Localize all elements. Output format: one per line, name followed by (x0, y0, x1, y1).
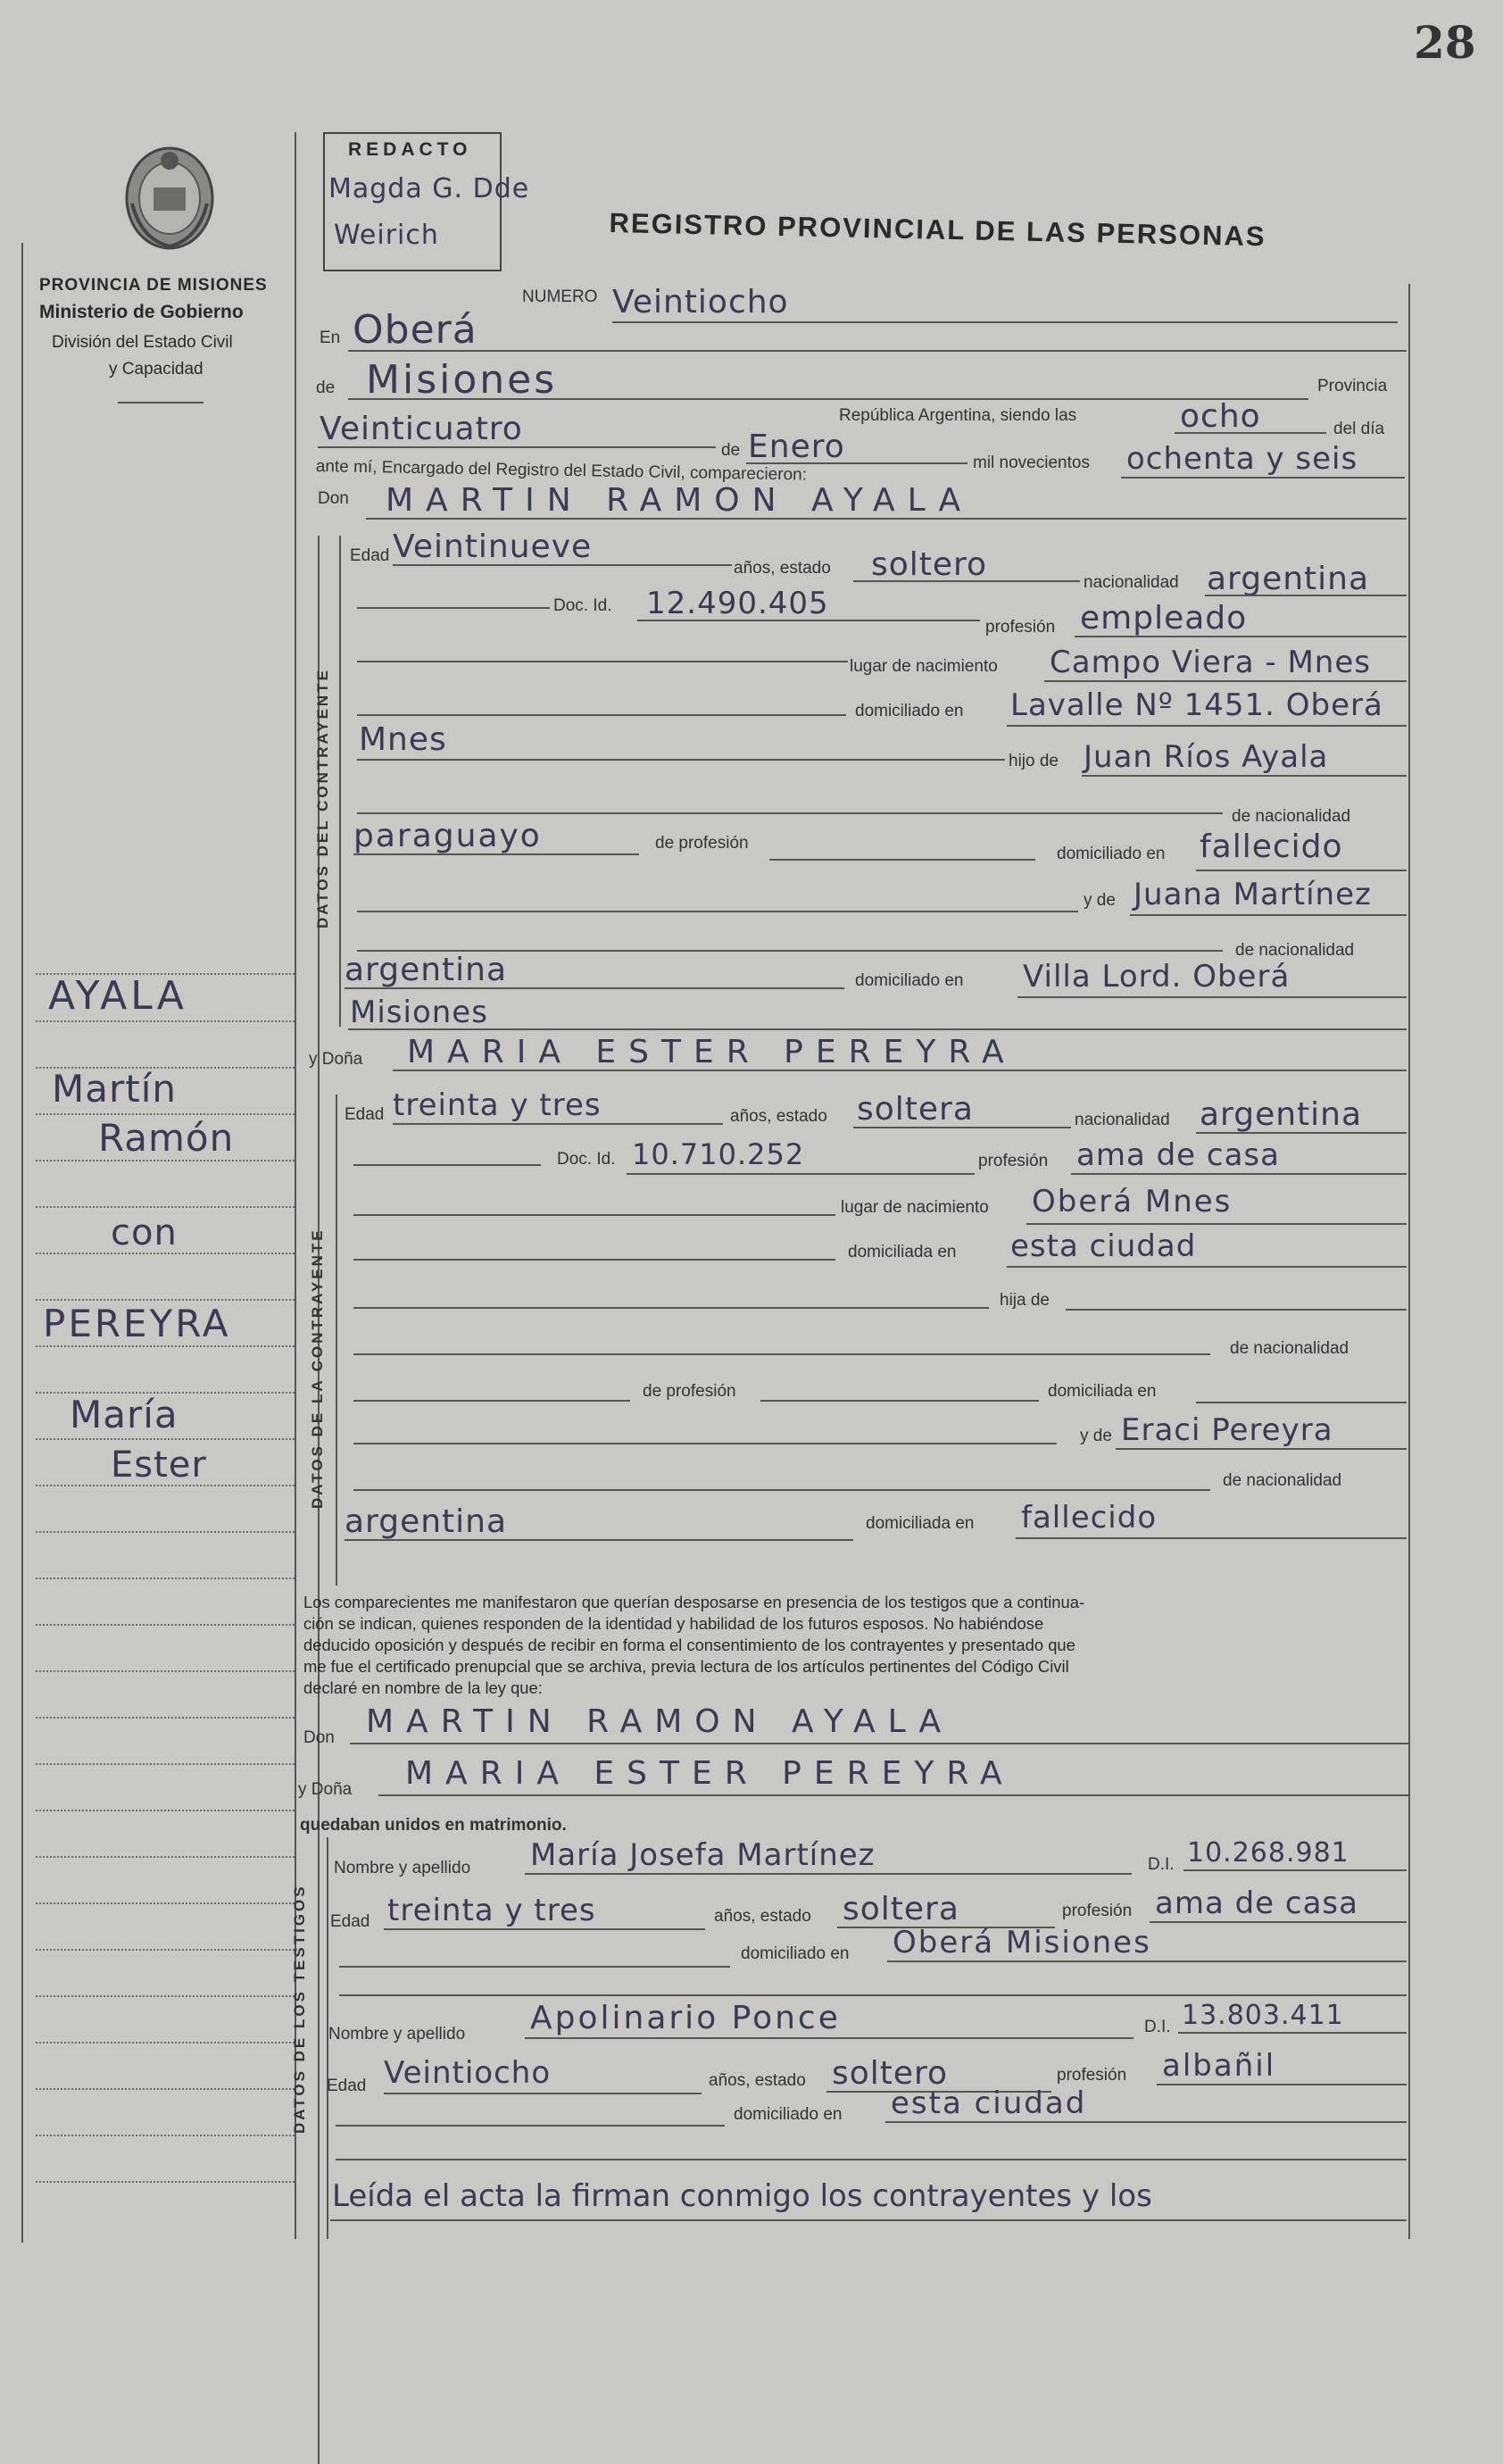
w1-profession-line (1150, 1921, 1407, 1923)
provincia-label: Provincia (1317, 377, 1388, 395)
margin-dotted-line (36, 2181, 295, 2183)
day: Veinticuatro (320, 411, 523, 447)
bride-mother-nat-line (345, 1539, 853, 1541)
bride-doc-pre-line (353, 1164, 541, 1166)
margin-dotted-line (36, 2042, 295, 2044)
groom-mother-pre-line (357, 911, 1078, 912)
groom-y-de-label: y de (1084, 891, 1116, 910)
act-number: Veintiocho (612, 284, 789, 320)
groom-father-line (1082, 775, 1407, 777)
closing-line: Leída el acta la firman conmigo los contrayentes y los (332, 2178, 1152, 2214)
declaration-line-1: Los comparecientes me manifestaron que querían desposarse en presencia de los testigos que a continua- (303, 1593, 1085, 1611)
groom-doc-pre-line (357, 607, 550, 609)
groom-address-2: Mnes (359, 721, 447, 758)
declaration-bride-line (378, 1794, 1408, 1796)
groom-status-line (853, 580, 1080, 582)
bride-de-nac-label: de nacionalidad (1230, 1339, 1349, 1358)
bride-father-prof-line (760, 1400, 1039, 1402)
groom-mother-nat: argentina (345, 952, 508, 988)
declaration-groom-name: MARTIN RAMON AYALA (366, 1703, 954, 1740)
bride-father-line (1066, 1309, 1407, 1311)
margin-groom-first-2: Ramón (98, 1116, 235, 1160)
margin-dotted-line (36, 1531, 295, 1533)
w1-prof-label: profesión (1062, 1902, 1133, 1920)
bride-address: esta ciudad (1010, 1228, 1197, 1264)
bride-birthplace: Oberá Mnes (1032, 1184, 1233, 1220)
closing-underline (330, 2219, 1407, 2221)
bride-de-nac-label-2: de nacionalidad (1223, 1471, 1342, 1490)
groom-prof-label: profesión (985, 618, 1056, 637)
bride-anos-label: años, estado (730, 1107, 827, 1126)
w1-di-label: D.I. (1148, 1855, 1175, 1874)
bride-hija-pre-line (353, 1307, 989, 1309)
groom-father-nat: paraguayo (353, 818, 542, 854)
groom-dom-label: domiciliado en (855, 702, 964, 720)
groom-address-2-line (357, 759, 1005, 761)
w1-dom-pre-line (339, 1966, 730, 1968)
declaration-dona-label: y Doña (298, 1780, 353, 1799)
groom-anos-label: años, estado (734, 559, 831, 578)
left-margin-line (21, 243, 23, 2243)
bride-mother-line (1116, 1448, 1407, 1450)
declaration-line-2: ción se indican, quienes responden de la identidad y habilidad de los futuros esposos. No habiéndose (303, 1614, 1044, 1633)
groom-age: Veintinueve (393, 529, 593, 565)
header-rule (118, 402, 203, 404)
bride-mother: Eraci Pereyra (1121, 1412, 1333, 1448)
don-label: Don (318, 489, 349, 508)
margin-dotted-line (36, 1624, 295, 1626)
margin-dotted-line (36, 1160, 295, 1161)
w1-name-line (525, 1873, 1132, 1875)
city-line (348, 350, 1407, 352)
groom-dom-pre-line (357, 714, 846, 716)
bride-prof-label: profesión (978, 1152, 1049, 1170)
groom-mother-dom-label: domiciliado en (855, 971, 964, 990)
margin-dotted-line (36, 1299, 295, 1301)
numero-label: NUMERO (522, 287, 598, 306)
margin-dotted-line (36, 1206, 295, 1208)
bride-mother-dom: fallecido (1021, 1500, 1158, 1536)
margin-bride-first-1: María (70, 1393, 179, 1436)
witness-section-label: DATOS DE LOS TESTIGOS (291, 1884, 308, 2134)
bride-mother-nat-pre-line (353, 1489, 1210, 1491)
bride-mother-dom-label: domiciliada en (866, 1514, 975, 1533)
w2-address-line (885, 2121, 1407, 2123)
margin-dotted-line (36, 1438, 295, 1440)
groom-edad-label: Edad (350, 546, 390, 565)
declaration-line-4: me fue el certificado prenupcial que se archiva, previa lectura de los artículos pertinentes del Código Civil (303, 1657, 1069, 1676)
groom-mother-dom: Villa Lord. Oberá (1023, 959, 1291, 995)
w2-name-line (525, 2037, 1133, 2039)
city: Oberá (353, 307, 477, 353)
groom-lugar-label: lugar de nacimiento (850, 657, 998, 676)
groom-lugar-pre-line (357, 661, 848, 662)
bride-dom-label: domiciliada en (848, 1243, 957, 1261)
w2-profession: albañil (1162, 2048, 1276, 2084)
w1-dom-label: domiciliado en (741, 1944, 850, 1963)
bride-profession: ama de casa (1076, 1137, 1280, 1173)
w1-di-line (1183, 1869, 1407, 1871)
bride-doc-label: Doc. Id. (557, 1150, 616, 1169)
bride-mother-nat: argentina (345, 1503, 508, 1540)
bride-de-prof-label: de profesión (643, 1382, 736, 1401)
w2-prof-label: profesión (1057, 2066, 1127, 2085)
bride-doc-line (627, 1173, 975, 1175)
division-line-2: y Capacidad (109, 360, 203, 379)
w2-anos-label: años, estado (709, 2071, 806, 2090)
margin-dotted-line (36, 1113, 295, 1115)
groom-box-left (339, 536, 341, 1027)
bride-father-nat-line (353, 1400, 630, 1402)
margin-dotted-line (36, 1020, 295, 1022)
groom-hijo-label: hijo de (1009, 752, 1059, 770)
bride-address-line (1007, 1266, 1407, 1268)
groom-doc-label: Doc. Id. (553, 596, 612, 615)
declaration-line-3: deducido oposición y después de recibir en forma el consentimiento de los contrayentes y presentado que (303, 1636, 1075, 1654)
w2-name: Apolinario Ponce (530, 2000, 841, 2036)
w1-name-label: Nombre y apellido (334, 1859, 471, 1877)
groom-mother-dom-2-line (348, 1028, 1407, 1030)
groom-address: Lavalle Nº 1451. Oberá (1010, 687, 1383, 723)
declaration-groom-line (350, 1743, 1408, 1744)
bride-nationality: argentina (1200, 1096, 1363, 1133)
bride-section-label: DATOS DE LA CONTRAYENTE (309, 1228, 326, 1509)
w2-di: 13.803.411 (1182, 2000, 1344, 2031)
bride-father-dom-line (1196, 1402, 1407, 1403)
bride-name: MARIA ESTER PEREYRA (407, 1034, 1017, 1070)
groom-name: MARTIN RAMON AYALA (386, 482, 974, 519)
groom-de-nac-label: de nacionalidad (1232, 807, 1351, 826)
w1-address-line (887, 1960, 1407, 1962)
hour-line (1175, 432, 1326, 434)
bride-edad-label: Edad (345, 1105, 385, 1124)
groom-nac-label: nacionalidad (1084, 573, 1179, 592)
province-value: Misiones (366, 357, 558, 403)
groom-doc-line (637, 620, 980, 621)
bride-status-line (853, 1127, 1071, 1128)
groom-mother-nat-line (345, 987, 844, 989)
bride-lugar-pre-line (353, 1214, 835, 1216)
ministry-heading: Ministerio de Gobierno (39, 302, 244, 322)
declaration-line-5: declaré en nombre de la ley que: (303, 1678, 543, 1697)
groom-doc: 12.490.405 (646, 586, 829, 621)
hour: ocho (1180, 398, 1261, 435)
margin-dotted-line (36, 1763, 295, 1765)
day-line (318, 446, 716, 448)
w2-dom-label: domiciliado en (734, 2105, 843, 2124)
de-label: de (316, 379, 336, 397)
w2-age: Veintiocho (384, 2055, 552, 2091)
w2-dom-pre-line (336, 2125, 725, 2127)
bride-nationality-line (1196, 1132, 1407, 1134)
groom-father-prof-line (769, 859, 1035, 861)
bride-birthplace-line (1026, 1223, 1407, 1225)
bride-nac-label: nacionalidad (1075, 1111, 1170, 1129)
w1-di: 10.268.981 (1187, 1837, 1349, 1869)
groom-mother-dom-line (1017, 996, 1407, 998)
margin-dotted-line (36, 2088, 295, 2090)
ante-label: ante mí, Encargado del Registro del Estado Civil, comparecieron: (315, 457, 808, 485)
groom-de-nac-label-2: de nacionalidad (1235, 941, 1355, 960)
del-dia-label: del día (1333, 420, 1385, 438)
w1-age: treinta y tres (387, 1893, 596, 1928)
margin-dotted-line (36, 2135, 295, 2136)
bride-name-line (393, 1070, 1407, 1071)
year-line (1121, 477, 1405, 479)
w1-age-line (384, 1928, 705, 1930)
margin-dotted-line (36, 1995, 295, 1997)
w1-anos-label: años, estado (714, 1907, 811, 1926)
groom-father-nat-line (353, 853, 639, 855)
groom-father-dom-label: domiciliado en (1057, 845, 1166, 863)
province-line (348, 398, 1308, 400)
bride-mother-dom-line (1016, 1537, 1407, 1539)
groom-profession-line (1075, 636, 1407, 637)
groom-birthplace: Campo Viera - Mnes (1050, 645, 1371, 680)
bride-father-nat-pre-line (353, 1353, 1210, 1355)
margin-dotted-line (36, 1949, 295, 1951)
margin-bride-surname: PEREYRA (43, 1302, 231, 1345)
margin-groom-surname: AYALA (48, 973, 187, 1019)
w2-blank-line (336, 2159, 1407, 2160)
declaration-bride-name: MARIA ESTER PEREYRA (405, 1755, 1015, 1792)
stamp-label: REDACTO (348, 139, 472, 160)
margin-joiner: con (111, 1212, 178, 1253)
bride-hija-label: hija de (1000, 1291, 1050, 1310)
page-number: 28 (1414, 16, 1476, 69)
bride-lugar-label: lugar de nacimiento (841, 1198, 989, 1217)
groom-mother: Juana Martínez (1133, 877, 1372, 912)
margin-dotted-line (36, 1345, 295, 1347)
w2-edad-label: Edad (327, 2077, 367, 2095)
mil-label: mil novecientos (973, 454, 1090, 472)
w1-profession: ama de casa (1155, 1885, 1358, 1921)
page-title: REGISTRO PROVINCIAL DE LAS PERSONAS (609, 207, 1266, 253)
stamp-name-1: Magda G. Dde (328, 173, 530, 204)
division-line-1: División del Estado Civil (52, 333, 233, 352)
w2-di-line (1178, 2032, 1407, 2034)
declaration-don-label: Don (303, 1728, 335, 1747)
w2-address: esta ciudad (891, 2085, 1087, 2121)
groom-mother-line (1130, 914, 1407, 916)
groom-birthplace-line (1044, 680, 1407, 682)
groom-de-prof-label: de profesión (655, 834, 749, 853)
w1-edad-label: Edad (330, 1912, 370, 1931)
margin-dotted-line (36, 1670, 295, 1672)
w2-status: soltero (832, 2055, 949, 2092)
bride-profession-line (1071, 1173, 1407, 1175)
republica-label: República Argentina, siendo las (839, 406, 1077, 425)
bride-y-de-label: y de (1080, 1427, 1112, 1445)
w2-age-line (384, 2093, 702, 2094)
margin-dotted-line (36, 1856, 295, 1858)
groom-status: soltero (871, 546, 988, 583)
groom-age-line (393, 564, 732, 566)
year: ochenta y seis (1126, 441, 1358, 477)
margin-dotted-line (36, 1902, 295, 1904)
groom-father: Juan Ríos Ayala (1084, 739, 1329, 775)
w2-name-label: Nombre y apellido (328, 2025, 466, 2044)
w2-profession-line (1157, 2084, 1407, 2085)
bride-doc: 10.710.252 (632, 1137, 805, 1171)
de-label-2: de (721, 441, 741, 460)
bride-father-dom-label: domiciliada en (1048, 1382, 1157, 1401)
margin-dotted-line (36, 1810, 295, 1811)
groom-profession: empleado (1080, 600, 1248, 637)
groom-address-line (1007, 725, 1407, 727)
numero-line (612, 321, 1398, 323)
margin-bride-first-2: Ester (111, 1444, 207, 1486)
w1-address: Oberá Misiones (893, 1925, 1151, 1960)
stamp-name-2: Weirich (334, 220, 439, 251)
groom-father-dom: fallecido (1200, 828, 1343, 865)
groom-father-dom-line (1196, 870, 1407, 871)
main-frame-right (1408, 284, 1410, 2239)
month: Enero (748, 429, 845, 465)
w1-status: soltera (843, 1891, 959, 1927)
groom-father-nat-pre-line (357, 812, 1223, 814)
bride-age-line (393, 1123, 723, 1125)
bride-dom-pre-line (353, 1259, 835, 1261)
bride-age: treinta y tres (393, 1087, 602, 1123)
dona-label: y Doña (309, 1050, 363, 1069)
bride-status: soltera (857, 1091, 974, 1128)
groom-mother-dom-2: Misiones (350, 995, 488, 1030)
month-line (746, 462, 967, 464)
bride-mother-pre-line (353, 1443, 1057, 1444)
margin-dotted-line (36, 1577, 295, 1579)
w1-blank-line (339, 1994, 1407, 1996)
w1-name: María Josefa Martínez (530, 1837, 876, 1873)
margin-groom-first-1: Martín (52, 1067, 177, 1111)
groom-section-label: DATOS DEL CONTRAYENTE (314, 668, 331, 928)
redacto-stamp (323, 132, 530, 271)
w2-di-label: D.I. (1144, 2018, 1171, 2036)
bride-box-left (336, 1095, 337, 1586)
en-label: En (320, 329, 341, 347)
groom-name-line (366, 518, 1407, 520)
groom-nationality-line (1205, 595, 1407, 596)
groom-nationality: argentina (1207, 561, 1370, 597)
declaration-closing: quedaban unidos en matrimonio. (300, 1816, 567, 1835)
coat-of-arms-seal (114, 141, 225, 252)
margin-dotted-line (36, 1717, 295, 1719)
province-heading: PROVINCIA DE MISIONES (39, 276, 268, 295)
